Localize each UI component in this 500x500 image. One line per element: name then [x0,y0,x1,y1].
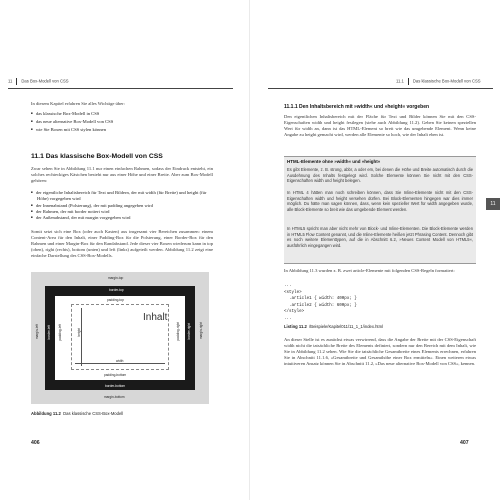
border-top-label: border-top [109,288,124,292]
section-paragraph-2: Somit setzt sich eine Box (oder auch Kasten) aus insgesamt vier Bereichen zusammen: einem Content-Area für den Inhalt, einer Padding-Box für die Polsterung, einer Border-Box für den Rahmen und einer Margin-Box für den Randabstand. Jede dieser vier Boxen wiederum kann in top (oben), right (rechts), bottom (unten) und left (links) aufgeteilt werden. Abbildung 11.2 zeigt eine einfache Darstellung des CSS-Box-Modells. [31,229,213,258]
subsection-heading: 11.1.1 Den Inhaltsbereich mit »width« und »height« vorgeben [284,104,430,110]
info-paragraph-3: In HTML5 spricht man aber nicht mehr von Block- und Inline-Elementen. Die Block-Elemente werden in HTML5 Flow Content genannt, und die Inline-Elemente heißen jetzt Phrasing Content. Dennoch gibt es noch weitere Elementtypen, auf die in Abschnitt 6.2, »Neues Content Modell von HTML5«, ausführlich eingegangen wird. [287,226,473,248]
list-item: ■ der Außenabstand, der mit margin vorgegeben wird [37,215,213,221]
list-item: ■ wie Sie Boxen mit CSS stylen können [37,126,213,134]
border-left-label: border-left [47,325,51,340]
list-item: ■ der eigentliche Inhaltsbereich für Text und Bildern, der mit width (für Breite) und height (für Höhe) vorgegeben wird [37,190,213,202]
info-box-heading: HTML-Elemente ohne »width« und »height« [287,159,381,164]
padding-right-label: padding-right [176,322,180,341]
code-line: ... [284,316,292,321]
running-head-divider [408,78,409,85]
code-line: ... [284,284,292,288]
code-block [284,283,357,323]
caption-label: Abbildung 11.2 [31,411,61,416]
section-number: 11.1 [396,78,404,84]
info-box [284,156,476,264]
page-number-right: 407 [460,440,469,446]
listing-caption [284,324,383,329]
running-head-title: Das Box-Modell von CSS [21,78,69,84]
header-rule [8,88,233,89]
list-item: ■ das klassische Box-Modell in CSS [37,110,213,118]
page-number-left: 406 [31,440,40,446]
box-model-figure [31,272,209,404]
padding-top-label: padding-top [107,298,124,302]
closing-paragraph: An dieser Stelle ist es zunächst etwas verwirrend, dass die Angabe der Breite mit der CSS-Eigenschaft width nicht die tatsächliche Breite des Elements definiert, sondern nur den Bereich mit dem Inhalt, wie Sie in Abbildung 11.2 sehen. Wie Sie die tatsächliche Gesamtbreite eines Elements errechnen, erfahren Sie in Abschnitt 11.1.6, »Gesamtbreite und Gesamthöhe einer Box ermitteln«. Einen weiteren etwas intuitiveren Ansatz können Sie in Abschnitt 11.2, »Das neue alternative Box-Modell von CSS«, kennen. [284,337,476,366]
list-item: ■ der Rahmen, der mit border notiert wird [37,209,213,215]
width-arrow [75,363,165,364]
list-item: ■ das neue alternative Box-Modell von CSS [37,118,213,126]
caption-text: Das klassische CSS-Box-Modell [63,411,124,416]
code-line: .article2 { width: 600px; } [284,303,357,308]
list-item: ■ der Innenabstand (Polsterung), der mit padding angegeben wird [37,203,213,209]
subsection-paragraph: Den eigentlichen Inhaltsbereich mit der Fläche für Text und Bilder können Sie mit den CSS-Eigenschaften width und height festlegen (siehe auch Abbildung 11.2). Geben Sie keinen speziellen Wert für width an, dann ist das HTML-Element so breit wie das umgebende Element. Wenn keine Angabe zu height gemacht wird, werden alle Elemente so hoch, wie der Inhalt eben ist. [284,114,476,137]
info-paragraph-2: In HTML 4 hätten man noch schreiben können, dass Sie Inline-Elemente nicht mit den CSS-Eigenschaften width und height versehen dürfen. Bei Block-Elementen hingegen war dies immer möglich. Du hätte man sagen können, dass, wenn kein spezieller Wert für width angegeben wurde, alle Block-Elemente so breit wie das umgebende Element werden. [287,190,473,212]
section-paragraph: Zwar sehen Sie in Abbildung 11.1 nur einen einfachen Rahmen, sodass der Eindruck entsteht, ein solches rechteckiges Kästchen besteht nur aus einer Höhe und einer Breite. Aber zum Box-Modell gehören: [31,166,213,183]
code-line: <style> [284,290,302,295]
margin-right-label: margin-right [199,322,203,340]
running-head-title: Das klassische Box-Modell von CSS [412,78,481,84]
listing-path: /Beispiele/Kapitel011/11_1_1/index.html [309,324,384,329]
padding-bottom-label: padding-bottom [104,373,127,377]
height-arrow [81,308,82,366]
padding-left-label: padding-left [58,324,62,341]
border-bottom-label: border-bottom [105,384,126,388]
height-label: height [77,328,81,337]
intro-text: In diesem Kapitel erfahren Sie alles Wichtige über: [31,101,125,106]
box-parts-list [37,190,213,221]
margin-top-label: margin-top [108,276,124,280]
code-line: </style> [284,310,305,315]
content-label: Inhalt [143,312,168,323]
code-line: .article1 { width: 400px; } [284,297,357,302]
header-rule [268,88,493,89]
figure-caption [31,411,123,416]
listing-label: Listing 11.2 [284,324,307,329]
running-head-divider [16,78,17,85]
intro-bullet-list [37,110,213,134]
example-intro-paragraph: In Abbildung 11.3 wurden z. B. zwei article-Elemente mit folgenden CSS-Regeln formatiert: [284,268,455,273]
chapter-side-tab: 11 [486,198,500,210]
info-paragraph-1: Es gibt Elemente, z. B. strong, abbr, a oder em, bei denen die Höhe und Breite automatisch durch die Ausdehnung des Inhalts festgelegt wird. Solche Elemente können Sie nicht mit den CSS-Eigenschaften width und height belegen. [287,167,473,184]
margin-bottom-label: margin-bottom [104,395,125,399]
margin-left-label: margin-left [35,324,39,340]
section-heading: 11.1 Das klassische Box-Modell von CSS [31,153,163,160]
border-right-label: border-right [187,323,191,340]
chapter-number: 11 [8,78,13,84]
width-label: width [116,359,124,363]
